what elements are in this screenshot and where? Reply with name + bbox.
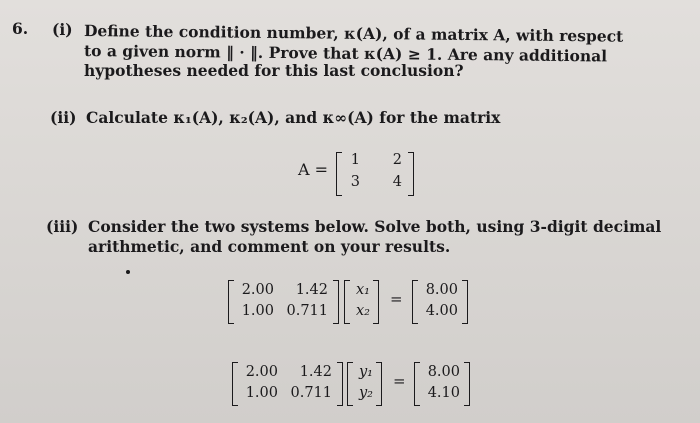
system1-var-2: x₂	[356, 303, 370, 319]
system1-var-right-bracket	[373, 280, 379, 324]
system2-rhs-right-bracket	[464, 362, 470, 406]
system2-rhs-1: 8.00	[427, 364, 460, 380]
system2-rhs-2: 4.10	[427, 385, 460, 401]
part-ii-line1: Calculate κ₁(A), κ₂(A), and κ∞(A) for the matrix	[86, 108, 501, 127]
part-iii-line2: arithmetic, and comment on your results.	[88, 237, 451, 256]
system2-var-1: y₁	[358, 364, 373, 380]
system2-coeff-12: 1.42	[299, 364, 332, 380]
system1-rhs-left-bracket	[412, 280, 418, 324]
part-iii-line1: Consider the two systems below. Solve both, using 3-digit decimal	[88, 217, 662, 236]
system2-coeff-right-bracket	[337, 362, 343, 406]
matrix-a-left-bracket	[336, 152, 342, 196]
part-i-line2: to a given norm ‖ · ‖. Prove that κ(A) ≥ 1. Are any additional	[83, 41, 608, 66]
system2-var-left-bracket	[347, 362, 353, 406]
system2-coeff-11: 2.00	[245, 364, 278, 380]
system2-coeff-22: 0.711	[290, 385, 332, 401]
matrix-a-lhs: A =	[298, 160, 329, 179]
matrix-a-cell-12: 2	[392, 152, 402, 168]
system1-var-left-bracket	[344, 280, 350, 324]
system2-var-2: y₂	[358, 385, 373, 401]
bullet-mark	[126, 270, 130, 274]
system1-var-1: x₁	[356, 282, 370, 298]
matrix-a-cell-11: 1	[350, 152, 360, 168]
system2-equals: =	[393, 372, 406, 390]
system1-coeff-11: 2.00	[241, 282, 274, 298]
system1-coeff-22: 0.711	[286, 303, 328, 319]
part-i-line1: Define the condition number, κ(A), of a matrix A, with respect	[83, 21, 624, 46]
system1-coeff-right-bracket	[333, 280, 339, 324]
system2-var-right-bracket	[376, 362, 382, 406]
system2-coeff-21: 1.00	[245, 385, 278, 401]
system1-equals: =	[390, 290, 403, 308]
system1-coeff-12: 1.42	[295, 282, 328, 298]
part-i-label: (i)	[52, 20, 73, 39]
question-number: 6.	[12, 19, 29, 38]
matrix-a-cell-21: 3	[350, 174, 360, 190]
system1-coeff-21: 1.00	[241, 303, 274, 319]
system1-rhs-2: 4.00	[425, 303, 458, 319]
part-ii-label: (ii)	[50, 108, 77, 127]
system1-rhs-1: 8.00	[425, 282, 458, 298]
part-i-line3: hypotheses needed for this last conclusion?	[84, 61, 464, 80]
matrix-a-cell-22: 4	[392, 174, 402, 190]
matrix-a-right-bracket	[408, 152, 414, 196]
part-iii-label: (iii)	[46, 217, 79, 236]
system1-coeff-left-bracket	[228, 280, 234, 324]
system2-rhs-left-bracket	[414, 362, 420, 406]
system1-rhs-right-bracket	[462, 280, 468, 324]
system2-coeff-left-bracket	[232, 362, 238, 406]
